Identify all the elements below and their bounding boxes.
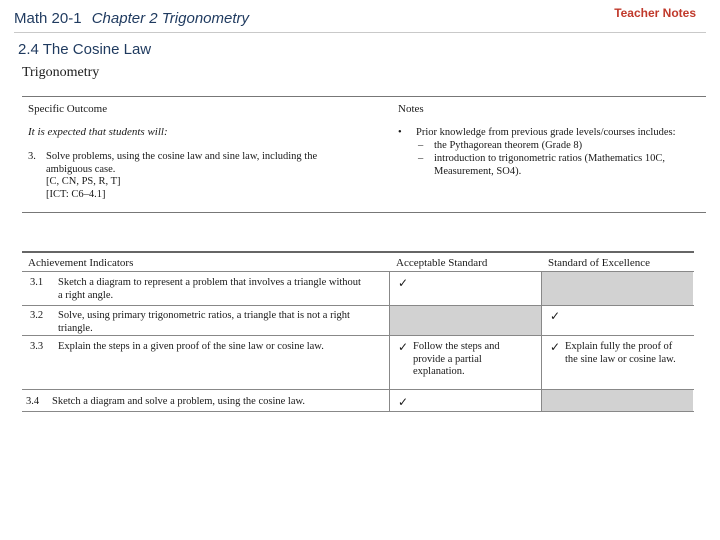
detail-line: explanation. — [413, 366, 465, 377]
checkmark-icon: ✓ — [550, 340, 561, 354]
note-dash: – — [418, 153, 424, 164]
excellence-detail — [565, 341, 676, 366]
specific-outcome-label: Specific Outcome — [28, 103, 108, 115]
detail-line: Explain fully the proof of — [565, 341, 673, 352]
header-divider — [14, 32, 706, 33]
acceptable-gray-cell — [390, 306, 541, 335]
indicator-text: Explain the steps in a given proof of the sine law or cosine law. — [58, 341, 324, 352]
excellence-gray-cell — [542, 272, 693, 305]
expected-statement: It is expected that students will: — [28, 126, 168, 138]
table-bottom-rule — [22, 411, 694, 412]
achievement-indicators-header: Achievement Indicators — [28, 257, 134, 269]
indicator-number: 3.2 — [30, 310, 44, 321]
notes-label: Notes — [398, 103, 424, 115]
note-dash: – — [418, 140, 424, 151]
detail-line: provide a partial — [413, 353, 482, 365]
table-header-rule — [22, 271, 694, 272]
outcome-top-rule — [22, 96, 706, 97]
table-row-rule — [22, 305, 694, 306]
indicator-text — [58, 310, 350, 335]
outcome-text — [46, 151, 317, 201]
standard-of-excellence-header: Standard of Excellence — [548, 257, 651, 269]
indicator-number: 3.1 — [30, 277, 44, 288]
acceptable-detail — [413, 341, 500, 379]
outcome-line: ambiguous case. — [46, 163, 116, 175]
section-title: 2.4 The Cosine Law — [18, 41, 152, 58]
indicator-line: Sketch a diagram to represent a problem that involves a triangle without — [58, 277, 361, 288]
table-row-rule — [22, 335, 694, 336]
excellence-gray-cell — [542, 390, 693, 411]
table-col-divider — [541, 272, 542, 411]
note-intro: Prior knowledge from previous grade levels/courses includes: — [416, 127, 676, 138]
checkmark-icon: ✓ — [398, 340, 409, 354]
detail-line: Follow the steps and — [413, 341, 500, 352]
outcome-line: [C, CN, PS, R, T] — [46, 176, 121, 187]
indicator-number: 3.4 — [26, 396, 40, 407]
course-title: Math 20-1 — [14, 10, 82, 27]
document-header — [14, 10, 249, 27]
checkmark-icon: ✓ — [398, 395, 409, 409]
teacher-notes-label: Teacher Notes — [614, 6, 696, 20]
table-col-divider — [389, 272, 390, 411]
outcome-line: [ICT: C6–4.1] — [46, 188, 106, 200]
table-row-rule — [22, 389, 694, 390]
indicator-line: Solve, using primary trigonometric ratios, a triangle that is not a right — [58, 310, 350, 321]
note-item: Measurement, SO4). — [434, 166, 522, 177]
note-item: introduction to trigonometric ratios (Mathematics 10C, — [434, 153, 665, 164]
indicator-text: Sketch a diagram and solve a problem, using the cosine law. — [52, 396, 305, 407]
table-top-rule — [22, 251, 694, 253]
indicator-text — [58, 277, 361, 302]
indicator-number: 3.3 — [30, 341, 44, 352]
outcome-bottom-rule — [22, 212, 706, 213]
note-item: the Pythagorean theorem (Grade 8) — [434, 140, 583, 151]
outcome-line: Solve problems, using the cosine law and sine law, including the — [46, 151, 318, 162]
indicator-line: triangle. — [58, 322, 93, 334]
detail-line: the sine law or cosine law. — [565, 353, 676, 365]
outcome-number: 3. — [28, 151, 36, 162]
subject-heading: Trigonometry — [22, 65, 100, 80]
checkmark-icon: ✓ — [550, 309, 561, 323]
checkmark-icon: ✓ — [398, 276, 409, 290]
acceptable-standard-header: Acceptable Standard — [396, 257, 488, 269]
indicator-line: a right angle. — [58, 289, 114, 301]
note-bullet: • — [398, 127, 402, 138]
chapter-title: Chapter 2 Trigonometry — [91, 10, 250, 27]
